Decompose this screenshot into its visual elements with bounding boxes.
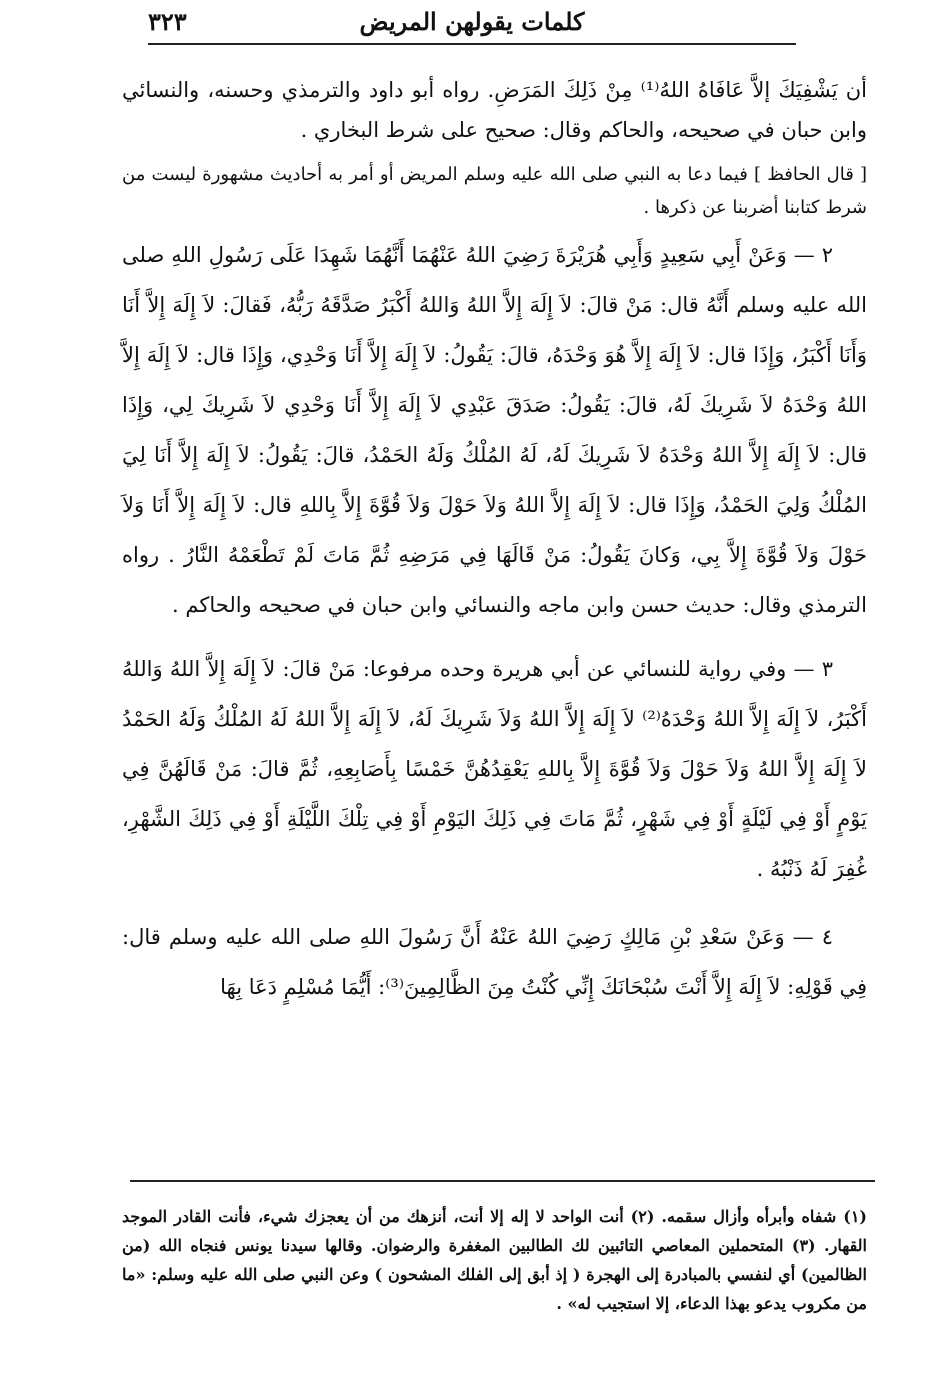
hadith-4: ٤ — وَعَنْ سَعْدِ بْنِ مَالِكٍ رَضِيَ اللهُ عَنْهُ أَنَّ رَسُولَ اللهِ صلى الله عليه وسلم قال: فِي قَوْلِهِ: لاَ إِلَهَ إِلاَّ أَنْتَ سُبْحَانَكَ إِنِّي كُنْتُ مِنَ الظَّالِمِينَ⁽³⁾: أَيُّمَا مُسْلِمٍ دَعَا بِهَا xyxy=(122,925,867,999)
footnote-1: (١) شفاه وأبرأه وأزال سقمه. xyxy=(661,1207,867,1226)
running-header xyxy=(148,6,796,40)
header-divider xyxy=(148,43,796,45)
hadith-2: ٢ — وَعَنْ أَبِي سَعِيدٍ وَأَبِي هُرَيْرَةَ رَضِيَ اللهُ عَنْهُمَا أَنَّهُمَا شَهِدَا عَلَى رَسُولِ اللهِ صلى الله عليه وسلم أَنَّهُ قال: مَنْ قالَ: لاَ إِلَهَ إِلاَّ اللهُ وَاللهُ أَكْبَرُ صَدَّقَهُ رَبُّهُ، فَقالَ: لاَ إِلَهَ إِلاَّ أَنَا وَأَنَا أَكْبَرُ، وَإِذَا قال: لاَ إِلَهَ إِلاَّ هُوَ وَحْدَهُ، قالَ: يَقُولُ: لاَ إِلَهَ إِلاَّ أَنَا وَحْدِي، وَإِذَا قال: لاَ إِلَهَ إِلاَّ اللهُ وَحْدَهُ لاَ شَرِيكَ لَهُ، قالَ: يَقُولُ: صَدَقَ عَبْدِي لاَ إِلَهَ إِلاَّ أَنَا وَحْدِي لاَ شَرِيكَ لِي، وَإِذَا قال: لاَ إِلَهَ إِلاَّ اللهُ وَحْدَهُ لاَ شَرِيكَ لَهُ، لَهُ المُلْكُ وَلَهُ الحَمْدُ، قالَ: يَقُولُ: لاَ إِلَهَ إِلاَّ أَنَا لِيَ المُلْكُ وَلِيَ الحَمْدُ، وَإِذَا قال: لاَ إِلَهَ إِلاَّ اللهُ وَلاَ حَوْلَ وَلاَ قُوَّةَ إِلاَّ بِاللهِ قال: لاَ إِلَهَ إِلاَّ أَنَا وَلاَ حَوْلَ وَلاَ قُوَّةَ إِلاَّ بِي، وَكانَ يَقُولُ: مَنْ قَالَهَا فِي مَرَضِهِ ثُمَّ مَاتَ لَمْ تَطْعَمْهُ النَّارُ . رواه الترمذي وقال: حديث حسن وابن ماجه والنسائي وابن حبان في صحيحه والحاكم . xyxy=(122,243,867,617)
footnotes xyxy=(122,1202,867,1318)
paragraph-continuation: أن يَشْفِيَكَ إلاَّ عَافَاهُ اللهُ⁽¹⁾ مِنْ ذَلِكَ المَرَضِ. رواه أبو داود والترمذي وحسنه، والنسائي وابن حبان في صحيحه، والحاكم وقال: صحيح على شرط البخاري . xyxy=(122,78,867,142)
hadith-3: ٣ — وفي رواية للنسائي عن أبي هريرة وحده مرفوعا: مَنْ قالَ: لاَ إِلَهَ إِلاَّ اللهُ وَاللهُ أَكْبَرُ، لاَ إِلَهَ إِلاَّ اللهُ وَحْدَهُ⁽²⁾ لاَ إِلَهَ إِلاَّ اللهُ وَلاَ شَرِيكَ لَهُ، لاَ إِلَهَ إِلاَّ اللهُ لَهُ المُلْكُ وَلَهُ الحَمْدُ لاَ إِلَهَ إِلاَّ اللهُ وَلاَ حَوْلَ وَلاَ قُوَّةَ إِلاَّ بِاللهِ يَعْقِدُهُنَّ خَمْسًا بِأَصَابِعِهِ، ثُمَّ قالَ: مَنْ قَالَهُنَّ فِي يَوْمٍ أَوْ فِي لَيْلَةٍ أَوْ فِي شَهْرٍ، ثُمَّ مَاتَ فِي ذَلِكَ اليَوْمِ أَوْ فِي تِلْكَ اللَّيْلَةِ أَوْ فِي ذَلِكَ الشَّهْرِ، غُفِرَ لَهُ ذَنْبُهُ . xyxy=(122,657,867,881)
footnote-divider xyxy=(130,1180,875,1182)
footnote-3: (٣) المتحملين المعاصي التائبين لك الطالبين المغفرة والرضوان. وقالها سيدنا يونس فنجاه الله (من الظالمين) أي لنفسي بالمبادرة إلى الهجرة ( إذ أبق إلى الفلك المشحون ) وعن النبي صلى الله عليه وسلم: «ما من مكروب يدعو بهذا الدعاء، إلا استجيب له» . xyxy=(122,1236,867,1313)
page-body xyxy=(122,70,867,1012)
footnote-2: (٢) أنت الواحد لا إله إلا أنت، أنزهك من أن يعجزك شيء، فأنت القادر الموجد القهار. xyxy=(122,1207,867,1255)
page-title: كلمات يقولهن المريض xyxy=(359,7,585,36)
page-number: ٣٢٣ xyxy=(148,7,187,36)
hafiz-note: [ قال الحافظ ] فيما دعا به النبي صلى الله عليه وسلم المريض أو أمر به أحاديث مشهورة ليست من شرط كتابنا أضربنا عن ذكرها . xyxy=(122,164,867,218)
